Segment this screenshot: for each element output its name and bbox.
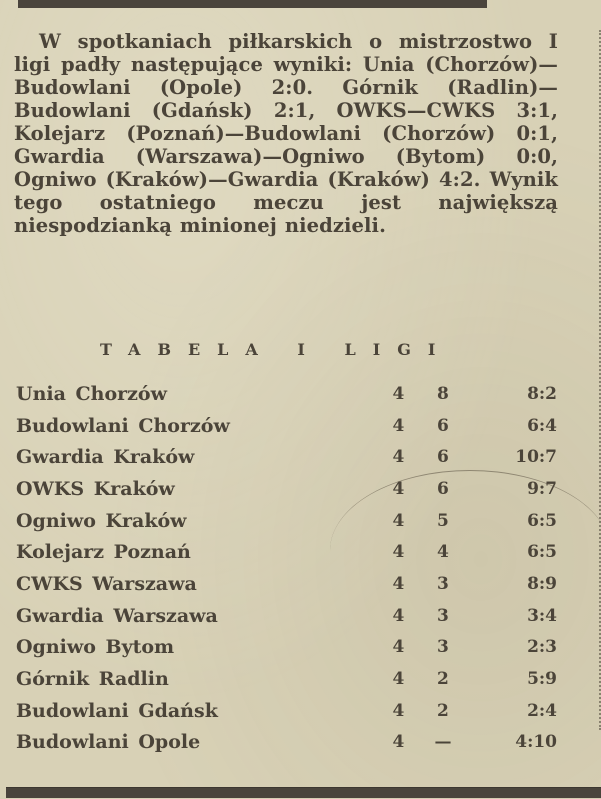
matches-played: 4 (392, 669, 405, 690)
table-row (16, 536, 561, 568)
points: 2 (437, 669, 449, 690)
points: 5 (437, 510, 449, 531)
team-name: Gwardia Kraków (16, 446, 195, 469)
points: 6 (437, 447, 449, 468)
matches-played: 4 (392, 637, 405, 658)
bottom-rule (6, 787, 601, 798)
goal-ratio: 6:5 (527, 510, 557, 531)
matches-played: 4 (392, 605, 405, 626)
goal-ratio: 8:9 (527, 573, 557, 594)
points: — (434, 732, 452, 753)
table-row (16, 505, 561, 537)
points: 4 (437, 542, 449, 563)
points: 3 (437, 637, 449, 658)
team-name: Budowlani Opole (16, 731, 201, 754)
table-row (16, 663, 561, 695)
team-name: Unia Chorzów (16, 382, 167, 405)
goal-ratio: 2:3 (527, 637, 557, 658)
matches-played: 4 (392, 573, 405, 594)
goal-ratio: 8:2 (527, 383, 557, 404)
table-title: TABELA I LIGI (100, 340, 453, 359)
goal-ratio: 10:7 (515, 447, 557, 468)
points: 2 (437, 700, 449, 721)
team-name: Budowlani Chorzów (16, 414, 230, 437)
top-rule (18, 0, 487, 8)
goal-ratio: 6:5 (527, 542, 557, 563)
team-name: Budowlani Gdańsk (16, 699, 218, 722)
matches-played: 4 (392, 415, 405, 436)
team-name: Ogniwo Bytom (16, 636, 175, 659)
article-body (14, 30, 558, 237)
matches-played: 4 (392, 383, 405, 404)
matches-played: 4 (392, 478, 405, 499)
table-row (16, 473, 561, 505)
team-name: CWKS Warszawa (16, 572, 197, 595)
goal-ratio: 9:7 (527, 478, 557, 499)
points: 8 (437, 383, 449, 404)
matches-played: 4 (392, 700, 405, 721)
league-table (16, 378, 561, 758)
team-name: Gwardia Warszawa (16, 604, 218, 627)
team-name: OWKS Kraków (16, 477, 175, 500)
points: 6 (437, 415, 449, 436)
table-row (16, 441, 561, 473)
points: 3 (437, 573, 449, 594)
goal-ratio: 5:9 (527, 669, 557, 690)
table-row (16, 727, 561, 759)
matches-played: 4 (392, 542, 405, 563)
adjacent-column-edge (595, 30, 601, 730)
goal-ratio: 3:4 (527, 605, 557, 626)
goal-ratio: 4:10 (515, 732, 557, 753)
matches-played: 4 (392, 510, 405, 531)
goal-ratio: 2:4 (527, 700, 557, 721)
article-paragraph: W spotkaniach piłkarskich o mistrzostwo I ligi padły następujące wyniki: Unia (Chorzów)—Budowlani (Opole) 2:0. Górnik (Radlin)—Budowlani (Gdańsk) 2:1, OWKS—CWKS 3:1, Kolejarz (Poznań)—Budowlani (Chorzów) 0:1, Gwardia (Warszawa)—Ogniwo (Bytom) 0:0, Ogniwo (Kraków)—Gwardia (Kraków) 4:2. Wynik tego ostatniego meczu jest największą niespodzianką minionej niedzieli. (14, 30, 558, 237)
points: 6 (437, 478, 449, 499)
table-row (16, 568, 561, 600)
goal-ratio: 6:4 (527, 415, 557, 436)
table-row (16, 695, 561, 727)
matches-played: 4 (392, 732, 405, 753)
team-name: Górnik Radlin (16, 668, 169, 691)
matches-played: 4 (392, 447, 405, 468)
points: 3 (437, 605, 449, 626)
team-name: Kolejarz Poznań (16, 541, 191, 564)
table-row (16, 378, 561, 410)
table-row (16, 410, 561, 442)
team-name: Ogniwo Kraków (16, 509, 187, 532)
table-row (16, 600, 561, 632)
table-row (16, 632, 561, 664)
